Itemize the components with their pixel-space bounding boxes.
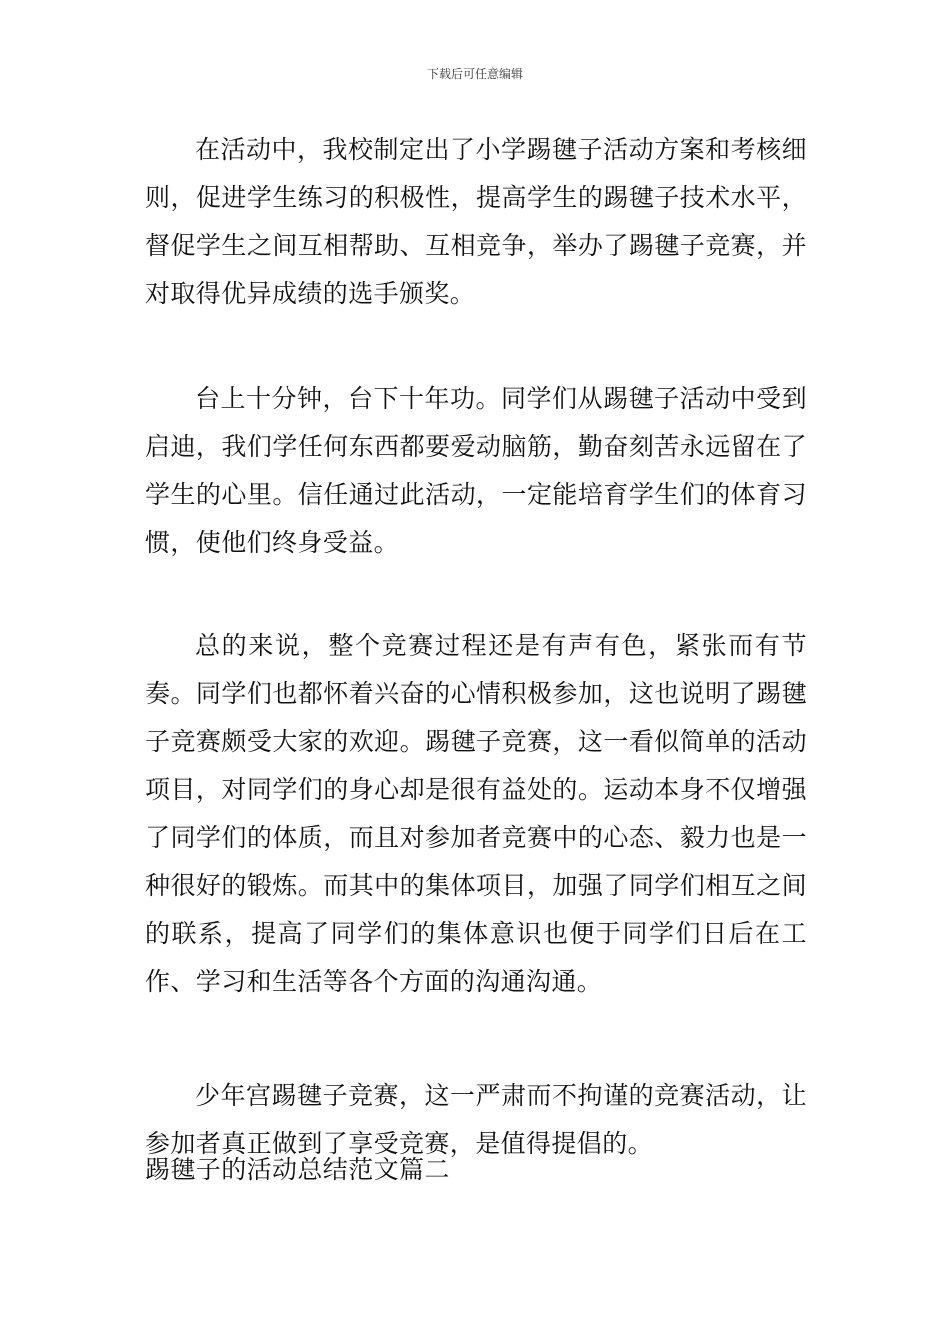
body-paragraph-3: 总的来说，整个竞赛过程还是有声有色，紧张而有节奏。同学们也都怀着兴奋的心情积极参加，这也说明了踢毽子竞赛颇受大家的欢迎。踢毽子竞赛，这一看似简单的活动项目，对同学们的身心却是很有益处的。运动本身不仅增强了同学们的体质，而且对参加者竞赛中的心态、毅力也是一种很好的锻炼。而其中的集体项目，加强了同学们相互之间的联系，提高了同学们的集体意识也便于同学们日后在工作、学习和生活等各个方面的沟通沟通。 <box>145 631 807 996</box>
body-paragraph-1: 在活动中，我校制定出了小学踢毽子活动方案和考核细则，促进学生练习的积极性，提高学生的踢毽子技术水平，督促学生之间互相帮助、互相竞争，举办了踢毽子竞赛，并对取得优异成绩的选手颁奖。 <box>145 135 807 308</box>
body-paragraph-2: 台上十分钟，台下十年功。同学们从踢毽子活动中受到启迪，我们学任何东西都要爱动脑筋，勤奋刻苦永远留在了学生的心里。信任通过此活动，一定能培育学生们的体育习惯，使他们终身受益。 <box>145 384 807 557</box>
section-title: 踢毽子的活动总结范文篇二 <box>145 1155 450 1184</box>
body-paragraph-4: 少年宫踢毽子竞赛，这一严肃而不拘谨的竞赛活动，让参加者真正做到了享受竞赛，是值得提倡的。 <box>145 1081 807 1158</box>
header-note: 下载后可任意编辑 <box>426 67 523 81</box>
